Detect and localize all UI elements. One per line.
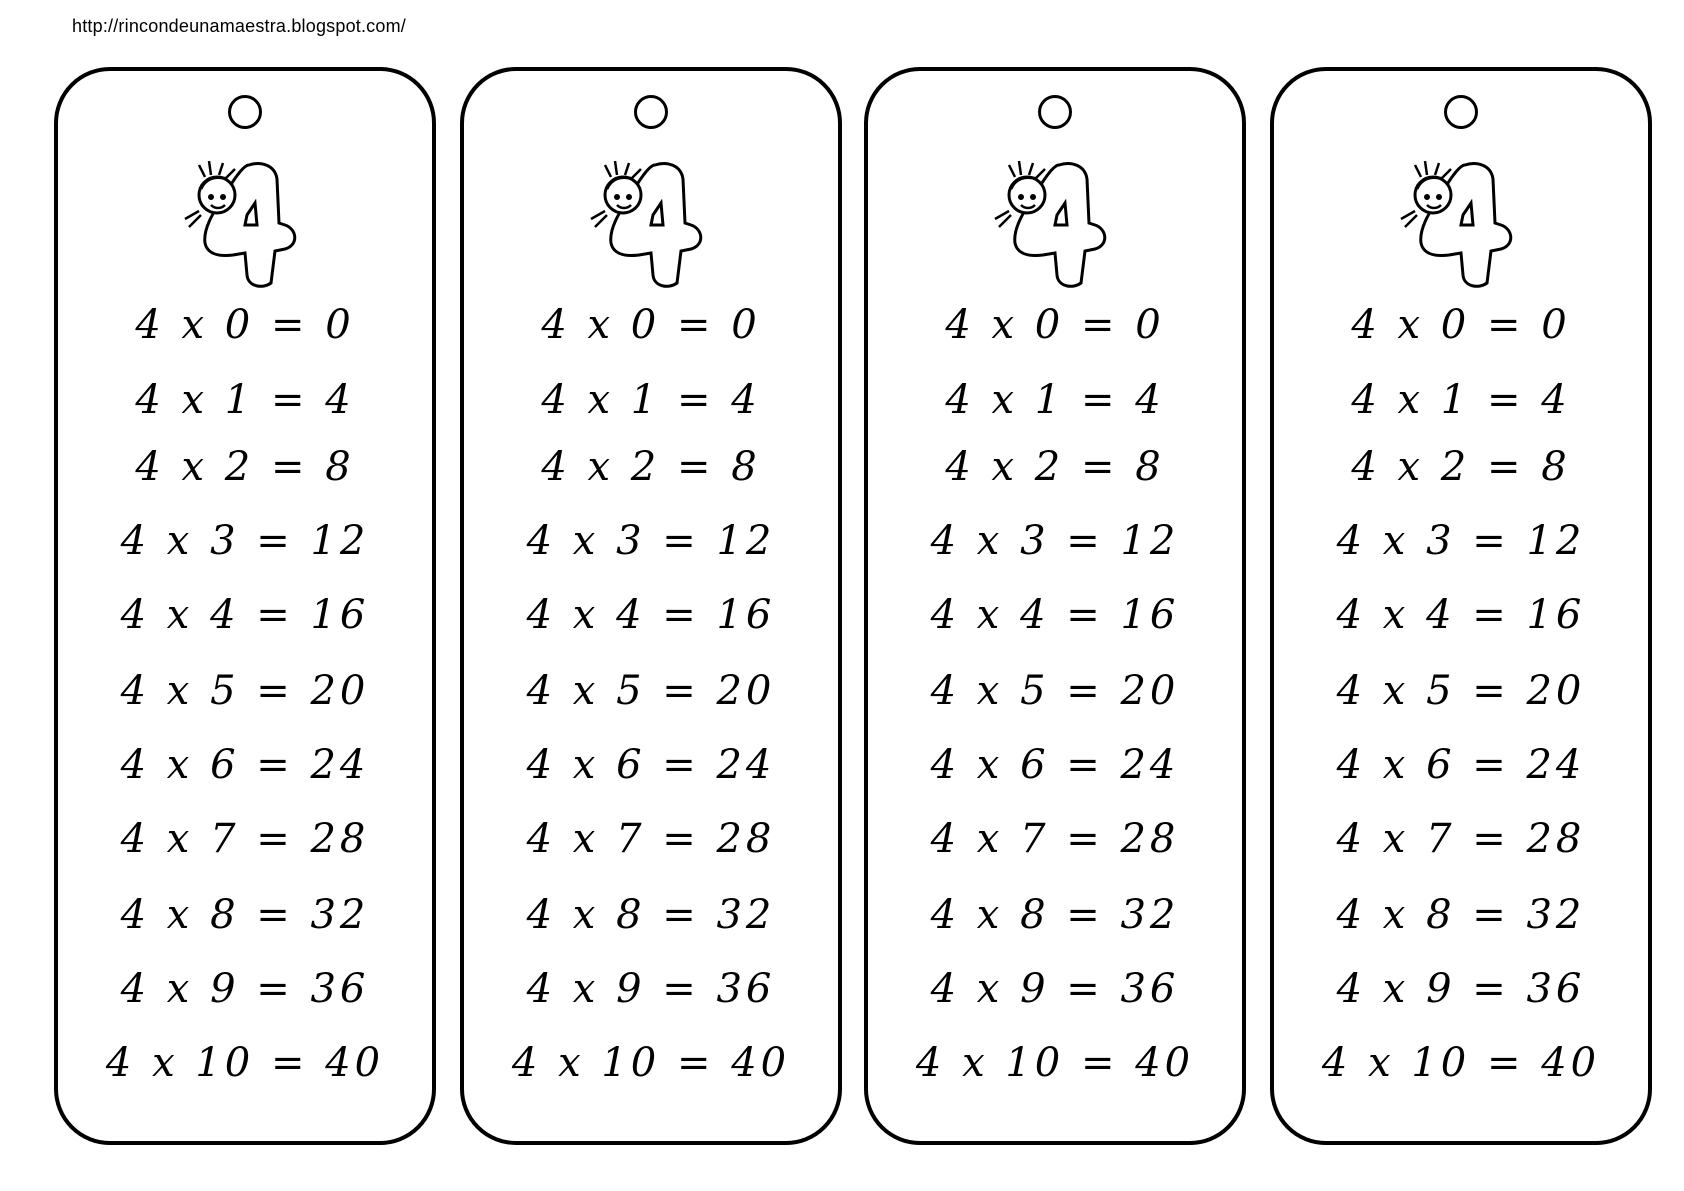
table-row: 4 x 9 = 36 xyxy=(526,966,776,1012)
table-row: 4 x 1 = 4 xyxy=(135,377,355,423)
table-row: 4 x 0 = 0 xyxy=(945,302,1165,348)
cartoon-girl-peeking-over-number-four-icon xyxy=(985,153,1125,293)
table-row: 4 x 6 = 24 xyxy=(120,742,370,788)
table-row: 4 x 8 = 32 xyxy=(526,892,776,938)
table-row: 4 x 5 = 20 xyxy=(526,668,776,714)
punch-hole-icon xyxy=(634,95,668,129)
cartoon-girl-peeking-over-number-four-icon xyxy=(175,153,315,293)
bookmark-2 xyxy=(460,67,842,1145)
table-row: 4 x 7 = 28 xyxy=(930,816,1180,862)
table-row: 4 x 2 = 8 xyxy=(135,444,355,490)
table-row: 4 x 10 = 40 xyxy=(1321,1040,1601,1086)
table-row: 4 x 5 = 20 xyxy=(1336,668,1586,714)
cartoon-girl-peeking-over-number-four-icon xyxy=(1391,153,1531,293)
table-row: 4 x 7 = 28 xyxy=(120,816,370,862)
table-row: 4 x 10 = 40 xyxy=(915,1040,1195,1086)
table-row: 4 x 3 = 12 xyxy=(120,518,370,564)
source-url: http://rincondeunamaestra.blogspot.com/ xyxy=(72,16,406,36)
table-row: 4 x 0 = 0 xyxy=(135,302,355,348)
table-row: 4 x 6 = 24 xyxy=(526,742,776,788)
table-row: 4 x 2 = 8 xyxy=(1351,444,1571,490)
bookmark-1 xyxy=(54,67,436,1145)
table-row: 4 x 4 = 16 xyxy=(1336,592,1586,638)
table-row: 4 x 1 = 4 xyxy=(541,377,761,423)
table-row: 4 x 5 = 20 xyxy=(120,668,370,714)
table-row: 4 x 6 = 24 xyxy=(930,742,1180,788)
table-row: 4 x 2 = 8 xyxy=(945,444,1165,490)
table-row: 4 x 7 = 28 xyxy=(526,816,776,862)
bookmark-4 xyxy=(1270,67,1652,1145)
cartoon-girl-peeking-over-number-four-icon xyxy=(581,153,721,293)
punch-hole-icon xyxy=(1444,95,1478,129)
table-row: 4 x 3 = 12 xyxy=(1336,518,1586,564)
punch-hole-icon xyxy=(1038,95,1072,129)
table-row: 4 x 4 = 16 xyxy=(526,592,776,638)
table-row: 4 x 8 = 32 xyxy=(120,892,370,938)
table-row: 4 x 3 = 12 xyxy=(930,518,1180,564)
table-row: 4 x 8 = 32 xyxy=(1336,892,1586,938)
table-row: 4 x 6 = 24 xyxy=(1336,742,1586,788)
table-row: 4 x 9 = 36 xyxy=(1336,966,1586,1012)
table-row: 4 x 0 = 0 xyxy=(541,302,761,348)
table-row: 4 x 5 = 20 xyxy=(930,668,1180,714)
table-row: 4 x 2 = 8 xyxy=(541,444,761,490)
table-row: 4 x 4 = 16 xyxy=(120,592,370,638)
table-row: 4 x 10 = 40 xyxy=(105,1040,385,1086)
table-row: 4 x 7 = 28 xyxy=(1336,816,1586,862)
bookmark-3 xyxy=(864,67,1246,1145)
table-row: 4 x 8 = 32 xyxy=(930,892,1180,938)
table-row: 4 x 9 = 36 xyxy=(930,966,1180,1012)
table-row: 4 x 1 = 4 xyxy=(945,377,1165,423)
table-row: 4 x 0 = 0 xyxy=(1351,302,1571,348)
table-row: 4 x 3 = 12 xyxy=(526,518,776,564)
table-row: 4 x 10 = 40 xyxy=(511,1040,791,1086)
table-row: 4 x 4 = 16 xyxy=(930,592,1180,638)
table-row: 4 x 9 = 36 xyxy=(120,966,370,1012)
table-row: 4 x 1 = 4 xyxy=(1351,377,1571,423)
punch-hole-icon xyxy=(228,95,262,129)
